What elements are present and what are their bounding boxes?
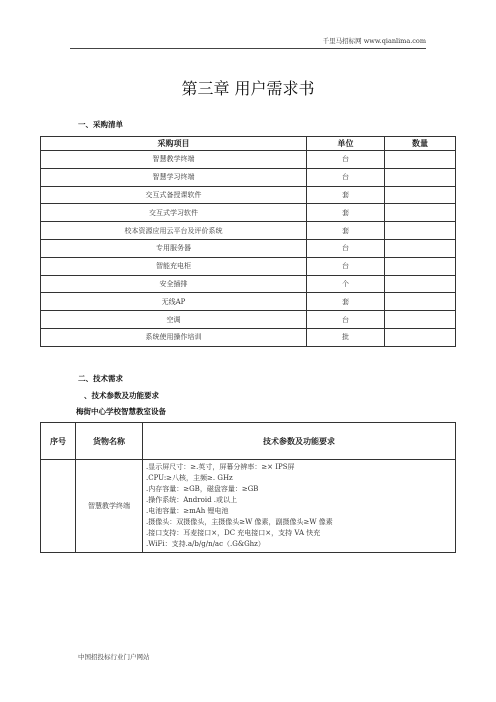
page-header (70, 36, 426, 49)
table-row (41, 204, 456, 222)
unit-cell: 套 (307, 186, 385, 204)
unit-cell: 台 (307, 168, 385, 186)
table-row (41, 186, 456, 204)
spec-line: .摄像头：双摄像头，主摄像头≥W 像素，副摄像头≥W 像素 (146, 518, 333, 526)
site-name: 千里马招标网 www.qianlima.com (322, 37, 426, 45)
table-row (41, 275, 456, 293)
quantity-cell (385, 151, 456, 169)
unit-cell: 台 (307, 311, 385, 329)
quantity-cell (385, 168, 456, 186)
row-number-cell (41, 460, 76, 553)
spec-line: .显示屏尺寸：≥.英寸，屏幕分辨率：≥× IPS屏 (146, 463, 295, 471)
item-cell: 交互式备授课软件 (41, 186, 307, 204)
item-cell: 校本资源应用云平台及评价系统 (41, 222, 307, 240)
chapter-title: 第三章 用户需求书 (181, 79, 315, 98)
spec-line: .操作系统：Android .或以上 (146, 496, 237, 504)
column-header-item: 采购项目 (41, 137, 307, 151)
quantity-cell (385, 239, 456, 257)
column-header-quantity: 数量 (385, 137, 456, 151)
unit-cell: 个 (307, 275, 385, 293)
unit-cell: 套 (307, 204, 385, 222)
spec-table (40, 422, 456, 553)
table-row (41, 151, 456, 169)
item-cell: 空调 (41, 311, 307, 329)
item-cell: 智能充电柜 (41, 257, 307, 275)
column-header-spec: 技术参数及功能要求 (143, 423, 456, 460)
item-cell: 智慧教学终端 (41, 151, 307, 169)
quantity-cell (385, 293, 456, 311)
table-header-row (41, 137, 456, 151)
item-cell: 系统使用操作培训 (41, 328, 307, 346)
quantity-cell (385, 204, 456, 222)
unit-cell: 套 (307, 293, 385, 311)
spec-line: .CPU:≥八核，主频≥. GHz (146, 474, 233, 482)
item-cell: 智慧学习终端 (41, 168, 307, 186)
unit-cell: 台 (307, 151, 385, 169)
table-row (41, 239, 456, 257)
column-header-goods-name: 货物名称 (76, 423, 143, 460)
quantity-cell (385, 186, 456, 204)
item-cell: 专用服务器 (41, 239, 307, 257)
table-row (41, 311, 456, 329)
item-cell: 安全插排 (41, 275, 307, 293)
section-heading-purchase-list: 一、采购清单 (78, 120, 123, 129)
goods-name-cell: 智慧教学终端 (76, 460, 143, 553)
table-header-row (41, 423, 456, 460)
quantity-cell (385, 222, 456, 240)
table-row (41, 168, 456, 186)
table-row (41, 460, 456, 553)
unit-cell: 批 (307, 328, 385, 346)
spec-line: .电池容量：≥mAh 锂电池 (146, 507, 229, 515)
table-row (41, 293, 456, 311)
spec-line: .内存容量：≥GB，磁盘容量：≥GB (146, 485, 259, 493)
spec-cell (143, 460, 456, 553)
column-header-unit: 单位 (307, 137, 385, 151)
subheading-tech-params: 、技术参数及功能要求 (84, 391, 159, 400)
purchase-table (40, 136, 456, 347)
quantity-cell (385, 328, 456, 346)
item-cell: 交互式学习软件 (41, 204, 307, 222)
unit-cell: 套 (307, 222, 385, 240)
item-cell: 无线AP (41, 293, 307, 311)
quantity-cell (385, 311, 456, 329)
column-header-no: 序号 (41, 423, 76, 460)
page-footer: 中国招投标行业门户网站 (78, 653, 150, 661)
spec-line: .接口支持：耳麦接口×，DC 充电接口×，支持 VA 快充 (146, 529, 321, 537)
unit-cell: 台 (307, 257, 385, 275)
quantity-cell (385, 275, 456, 293)
table-row (41, 328, 456, 346)
table-row (41, 222, 456, 240)
spec-line: .WiFi：支持.a/b/g/n/ac（.G&Ghz） (146, 540, 265, 548)
section-heading-tech-requirements: 二、技术需求 (78, 374, 123, 383)
table-row (41, 257, 456, 275)
table-caption: 梅街中心学校智慧教室设备 (76, 407, 166, 416)
quantity-cell (385, 257, 456, 275)
unit-cell: 台 (307, 239, 385, 257)
